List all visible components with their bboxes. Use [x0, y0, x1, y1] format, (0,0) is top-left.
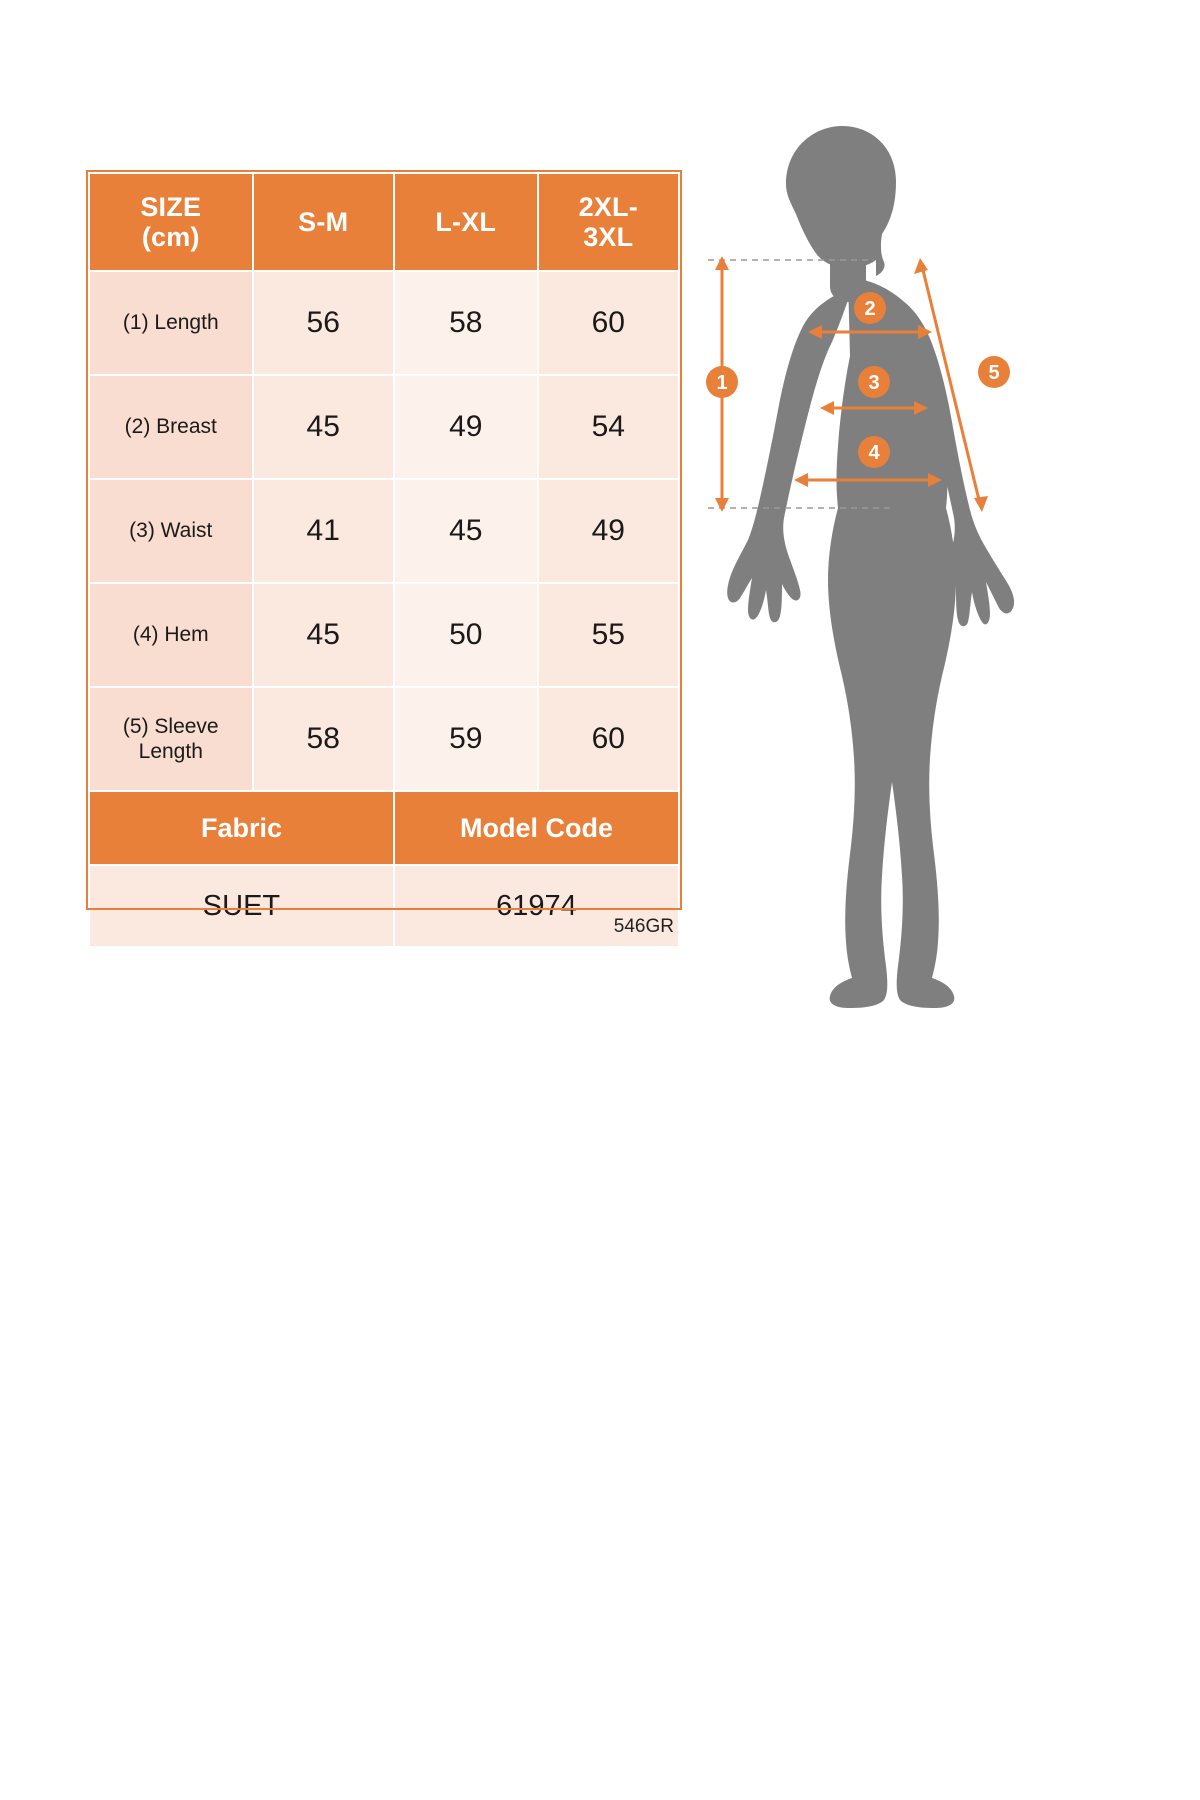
cell-length-2xl-3xl: 60 — [538, 271, 679, 375]
product-code-note: 546GR — [613, 916, 674, 937]
badge-2 — [854, 292, 886, 324]
table-row — [89, 687, 679, 791]
footer-label-fabric: Fabric — [89, 791, 394, 865]
row-label-length: (1) Length — [89, 271, 253, 375]
cell-breast-2xl-3xl: 54 — [538, 375, 679, 479]
table-header-row — [89, 173, 679, 271]
header-size-l-xl: L-XL — [394, 173, 538, 271]
cell-breast-s-m: 45 — [253, 375, 394, 479]
header-size-2xl-3xl: 2XL- 3XL — [538, 173, 679, 271]
female-figure-diagram — [690, 110, 1120, 1060]
cell-waist-s-m: 41 — [253, 479, 394, 583]
cell-sleeve-length-2xl-3xl: 60 — [538, 687, 679, 791]
row-label-breast: (2) Breast — [89, 375, 253, 479]
table-row — [89, 583, 679, 687]
footer-label-model-code: Model Code — [394, 791, 679, 865]
header-size-unit — [89, 173, 253, 271]
row-label-hem: (4) Hem — [89, 583, 253, 687]
cell-sleeve-length-s-m: 58 — [253, 687, 394, 791]
table-row — [89, 479, 679, 583]
badge-2-label: 2 — [864, 298, 876, 320]
row-label-sleeve-length: (5) Sleeve Length — [89, 687, 253, 791]
cell-waist-2xl-3xl: 49 — [538, 479, 679, 583]
table-row — [89, 271, 679, 375]
badge-4-label: 4 — [868, 442, 880, 464]
footer-value-model-code: 61974 — [394, 865, 679, 947]
cell-sleeve-length-l-xl: 59 — [394, 687, 538, 791]
header-size-line2: (cm) — [141, 222, 200, 252]
badge-1 — [706, 366, 738, 398]
table-footer-header-row — [89, 791, 679, 865]
cell-waist-l-xl: 45 — [394, 479, 538, 583]
badge-3 — [858, 366, 890, 398]
cell-length-l-xl: 58 — [394, 271, 538, 375]
table-row — [89, 375, 679, 479]
cell-hem-2xl-3xl: 55 — [538, 583, 679, 687]
header-size-s-m: S-M — [253, 173, 394, 271]
cell-hem-s-m: 45 — [253, 583, 394, 687]
badge-5 — [978, 356, 1010, 388]
body-silhouette-icon — [727, 126, 1014, 1008]
row-label-waist: (3) Waist — [89, 479, 253, 583]
footer-value-fabric: SUET — [89, 865, 394, 947]
badge-4 — [858, 436, 890, 468]
cell-length-s-m: 56 — [253, 271, 394, 375]
measurement-figure-panel — [690, 110, 1120, 1060]
badge-5-label: 5 — [988, 362, 1000, 384]
cell-breast-l-xl: 49 — [394, 375, 538, 479]
header-size-line1: SIZE — [140, 191, 202, 222]
badge-3-label: 3 — [868, 372, 880, 394]
size-chart-table — [88, 172, 680, 948]
cell-hem-l-xl: 50 — [394, 583, 538, 687]
badge-1-label: 1 — [716, 372, 728, 394]
